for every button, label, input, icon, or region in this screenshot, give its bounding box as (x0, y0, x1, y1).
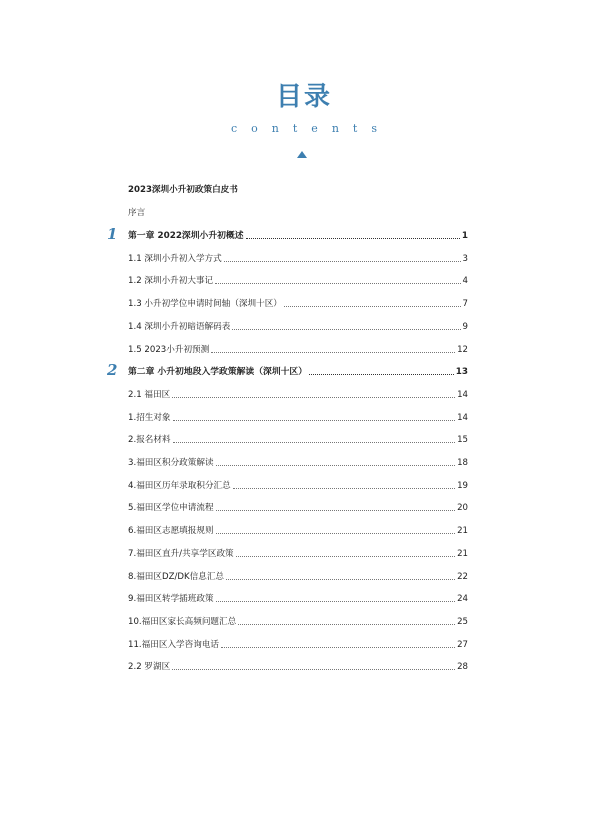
toc-entry-label: 3.福田区积分政策解读 (128, 458, 214, 468)
toc-page-number: 18 (457, 458, 468, 468)
toc-entry-label: 6.福田区志愿填报规则 (128, 526, 214, 537)
toc-entry-label: 1.3 小升初学位申请时间轴（深圳十区） (128, 299, 282, 310)
dot-leader (216, 600, 456, 602)
toc-entry[interactable] (128, 408, 468, 424)
toc-page-number: 28 (457, 662, 468, 673)
toc-entry-label: 1.5 2023小升初预测 (128, 344, 210, 355)
chapter-number: 1 (107, 225, 118, 243)
toc-entry[interactable] (128, 657, 468, 673)
toc-entry-label: 1.4 深圳小升初暗语解码表 (128, 321, 231, 332)
toc-chapter-entry[interactable] (107, 361, 468, 380)
toc-chapter-entry[interactable] (107, 225, 468, 243)
toc-entry-label: 2.报名材料 (128, 435, 171, 446)
dot-leader (224, 260, 461, 262)
toc-entry-label: 第一章 2022深圳小升初概述 (128, 231, 244, 241)
dot-leader (215, 282, 460, 284)
toc-page-number: 4 (462, 276, 468, 287)
toc-entry[interactable] (128, 521, 468, 537)
toc-entry-label: 第二章 小升初地段入学政策解读（深圳十区） (128, 367, 308, 378)
dot-leader (216, 509, 456, 511)
toc-entry-label: 9.福田区转学插班政策 (128, 594, 214, 605)
toc-entry[interactable] (128, 294, 468, 310)
toc-page-number: 27 (457, 639, 468, 650)
toc-page-number: 22 (457, 571, 468, 582)
toc-entry-label: 8.福田区DZ/DK信息汇总 (128, 571, 225, 582)
toc-preface: 序言 (128, 208, 146, 218)
toc-entry[interactable] (128, 340, 468, 356)
triangle-icon (297, 151, 307, 158)
dot-leader (233, 487, 455, 489)
dot-leader (226, 578, 455, 580)
dot-leader (246, 237, 460, 239)
toc-page-number: 25 (457, 616, 468, 627)
toc-entry[interactable] (128, 271, 468, 287)
page-title: 目录 (275, 82, 332, 112)
toc-page-number: 13 (455, 367, 468, 378)
toc-page-number: 7 (462, 299, 468, 310)
dot-leader (232, 328, 460, 330)
toc-page-number: 12 (457, 344, 468, 355)
dot-leader (236, 555, 455, 557)
dot-leader (173, 419, 455, 421)
dot-leader (172, 396, 455, 398)
toc-entry-label: 5.福田区学位申请流程 (128, 503, 214, 514)
dot-leader (216, 464, 456, 466)
toc-entry-label: 1.1 深圳小升初入学方式 (128, 253, 222, 264)
dot-leader (238, 623, 455, 625)
toc-entry[interactable] (128, 385, 468, 401)
toc-entry-label: 1.招生对象 (128, 412, 171, 423)
toc-entry[interactable] (128, 453, 468, 469)
toc-page-number: 3 (462, 253, 468, 264)
toc-entry[interactable] (128, 498, 468, 514)
toc-page-number: 24 (457, 594, 468, 605)
dot-leader (221, 646, 455, 648)
toc-entry-label: 2.2 罗湖区 (128, 662, 171, 673)
toc-book-title: 2023深圳小升初政策白皮书 (128, 185, 238, 195)
toc-entry-label: 1.2 深圳小升初大事记 (128, 276, 214, 287)
toc-page-number: 1 (461, 231, 468, 241)
dot-leader (309, 373, 454, 375)
toc-page-number: 14 (457, 389, 468, 400)
chapter-number: 2 (107, 361, 118, 380)
page-subtitle: contents (231, 122, 391, 135)
toc-entry[interactable] (128, 476, 468, 492)
toc-entry-label: 2.1 福田区 (128, 389, 171, 400)
toc-page-number: 21 (457, 526, 468, 537)
toc-page-number: 19 (457, 480, 468, 491)
toc-entry-label: 11.福田区入学咨询电话 (128, 639, 220, 650)
toc-page-number: 21 (457, 548, 468, 559)
dot-leader (173, 441, 455, 443)
toc-entry-label: 10.福田区家长高频问题汇总 (128, 616, 237, 627)
dot-leader (216, 532, 456, 534)
toc-entry[interactable] (128, 544, 468, 560)
toc-entry[interactable] (128, 612, 468, 628)
toc-entry[interactable] (128, 567, 468, 583)
toc-entry[interactable] (128, 317, 468, 333)
toc-page-number: 15 (457, 435, 468, 446)
toc-entry[interactable] (128, 249, 468, 265)
toc-entry[interactable] (128, 589, 468, 605)
dot-leader (284, 305, 461, 307)
toc-page-number: 9 (462, 321, 468, 332)
toc-entry[interactable] (128, 635, 468, 651)
toc-entry-label: 7.福田区直升/共享学区政策 (128, 548, 234, 559)
toc-page-number: 14 (457, 412, 468, 423)
toc-entry-label: 4.福田区历年录取积分汇总 (128, 480, 231, 491)
toc-entry[interactable] (128, 430, 468, 446)
toc-page-number: 20 (457, 503, 468, 514)
dot-leader (211, 351, 455, 353)
dot-leader (172, 668, 455, 670)
